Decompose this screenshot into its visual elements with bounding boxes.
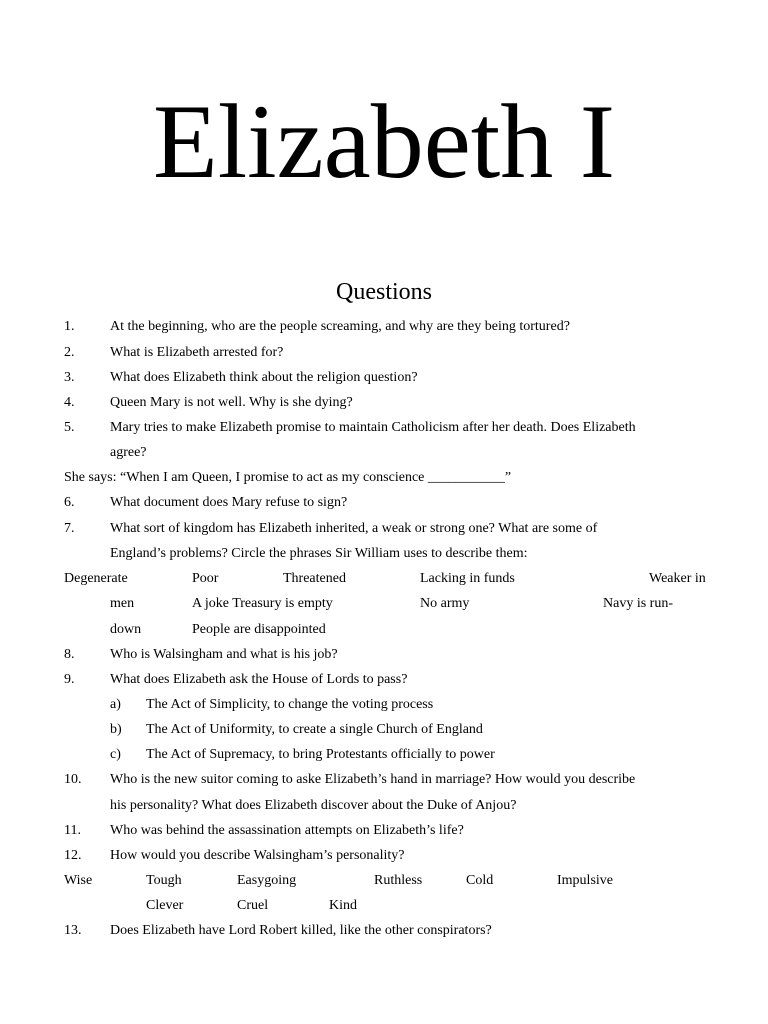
question-text: Who was behind the assassination attempts on Elizabeth’s life? (110, 823, 464, 838)
trait-clever: Clever (146, 898, 184, 913)
question-text: What does Elizabeth think about the religion question? (110, 370, 418, 385)
trait-cold: Cold (466, 873, 494, 888)
option-text: The Act of Uniformity, to create a single Church of England (146, 722, 483, 737)
phrase-poor: Poor (192, 571, 219, 586)
option-text: The Act of Simplicity, to change the voting process (146, 697, 434, 712)
phrase-threatened: Threatened (283, 571, 346, 586)
phrase-people-disappointed: People are disappointed (192, 622, 326, 637)
document-title: Elizabeth I (152, 83, 616, 200)
question-number: 6. (64, 495, 75, 510)
option-letter: b) (110, 722, 122, 737)
phrase-weaker-in-men-continued: men (110, 596, 135, 611)
question-text: Does Elizabeth have Lord Robert killed, like the other conspirators? (110, 923, 492, 938)
question-text-continued: agree? (110, 445, 147, 460)
phrase-navy-run-down-continued: down (110, 622, 142, 637)
question-text: Queen Mary is not well. Why is she dying? (110, 395, 353, 410)
question-text: How would you describe Walsingham’s personality? (110, 848, 405, 863)
question-text: At the beginning, who are the people screaming, and why are they being tortured? (110, 319, 570, 334)
trait-wise: Wise (64, 873, 93, 888)
question-number: 3. (64, 370, 75, 385)
question-text: What sort of kingdom has Elizabeth inherited, a weak or strong one? What are some of (110, 521, 598, 536)
question-text: What is Elizabeth arrested for? (110, 345, 284, 360)
question-number: 9. (64, 672, 75, 687)
phrase-weaker-in-men: Weaker in (649, 571, 706, 586)
option-text: The Act of Supremacy, to bring Protestants officially to power (146, 747, 495, 762)
question-number: 11. (64, 823, 81, 838)
phrase-degenerate: Degenerate (64, 571, 128, 586)
question-number: 13. (64, 923, 82, 938)
question-text: Mary tries to make Elizabeth promise to maintain Catholicism after her death. Does Elizabeth (110, 420, 636, 435)
question-text-continued: his personality? What does Elizabeth discover about the Duke of Anjou? (110, 798, 517, 813)
trait-tough: Tough (146, 873, 182, 888)
option-letter: c) (110, 747, 121, 762)
trait-impulsive: Impulsive (557, 873, 613, 888)
phrase-navy-run-down: Navy is run- (603, 596, 673, 611)
trait-cruel: Cruel (237, 898, 269, 913)
question-number: 2. (64, 345, 75, 360)
phrase-lacking-in-funds: Lacking in funds (420, 571, 515, 586)
question-number: 8. (64, 647, 75, 662)
conscience-quote: She says: “When I am Queen, I promise to act as my conscience ___________” (64, 470, 512, 485)
question-number: 5. (64, 420, 75, 435)
question-number: 12. (64, 848, 82, 863)
section-heading: Questions (336, 279, 432, 305)
question-number: 1. (64, 319, 75, 334)
question-text: What document does Mary refuse to sign? (110, 495, 348, 510)
phrase-joke-treasury: A joke Treasury is empty (192, 596, 333, 611)
question-number: 4. (64, 395, 75, 410)
trait-kind: Kind (329, 898, 357, 913)
question-text: Who is the new suitor coming to aske Elizabeth’s hand in marriage? How would you describe (110, 772, 636, 787)
phrase-no-army: No army (420, 596, 470, 611)
option-letter: a) (110, 697, 121, 712)
trait-easygoing: Easygoing (237, 873, 297, 888)
question-text: What does Elizabeth ask the House of Lords to pass? (110, 672, 408, 687)
question-text: Who is Walsingham and what is his job? (110, 647, 338, 662)
question-text-continued: England’s problems? Circle the phrases Sir William uses to describe them: (110, 546, 528, 561)
question-number: 10. (64, 772, 82, 787)
trait-ruthless: Ruthless (374, 873, 423, 888)
question-number: 7. (64, 521, 75, 536)
